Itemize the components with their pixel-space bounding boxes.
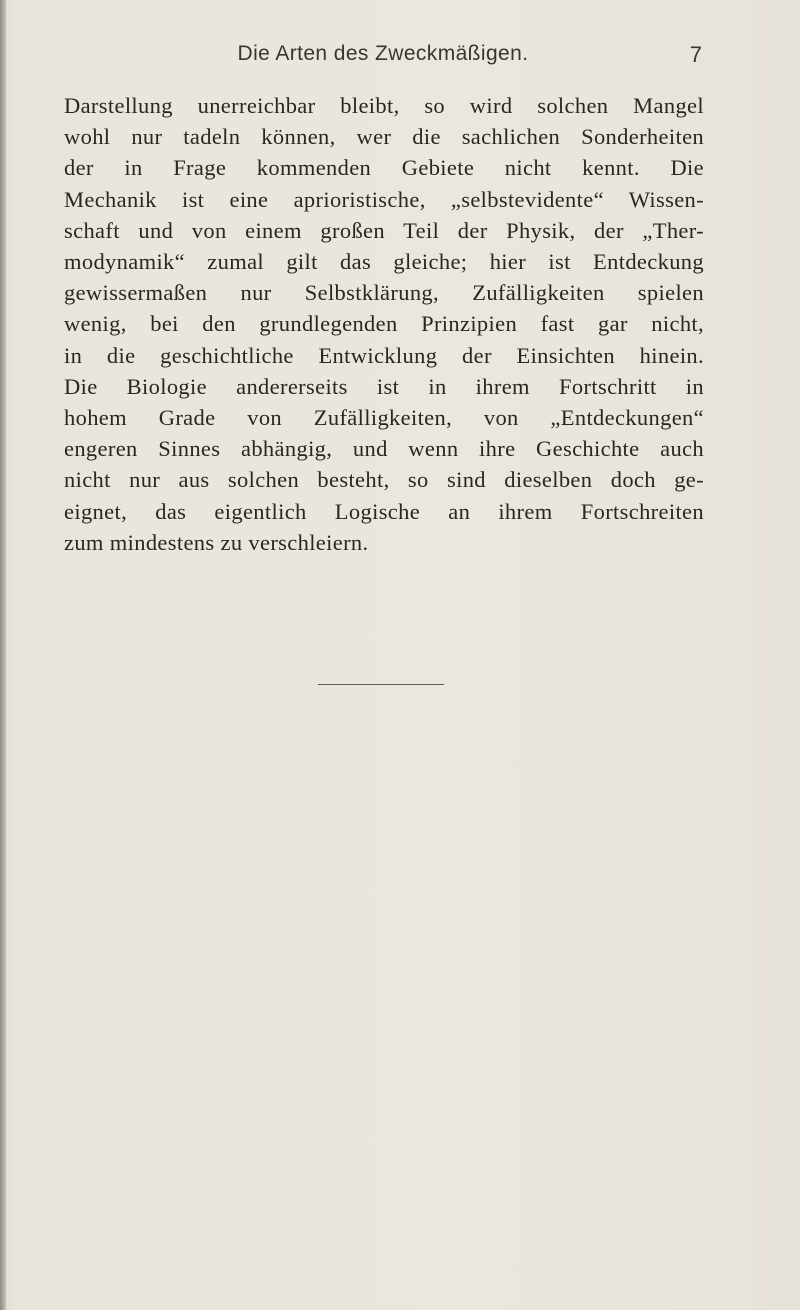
text-line: der in Frage kommenden Gebiete nicht kennt. Die	[64, 155, 704, 181]
text-line: wenig, bei den grundlegenden Prinzipien fast gar nicht,	[64, 311, 704, 337]
section-divider-rule	[318, 684, 444, 685]
text-line: zum mindestens zu verschleiern.	[64, 529, 369, 555]
text-line: Mechanik ist eine aprioristische, „selbstevidente“ Wissen-	[64, 186, 704, 212]
text-line: Die Biologie andererseits ist in ihrem Fortschritt in	[64, 373, 704, 399]
text-line: engeren Sinnes abhängig, und wenn ihre Geschichte auch	[64, 436, 704, 462]
text-line: wohl nur tadeln können, wer die sachlichen Sonderheiten	[64, 124, 704, 150]
text-line: hohem Grade von Zufälligkeiten, von „Entdeckungen“	[64, 405, 704, 431]
text-line: schaft und von einem großen Teil der Physik, der „Ther-	[64, 217, 704, 243]
running-head	[64, 42, 702, 76]
page-binding-edge	[0, 0, 6, 1310]
running-title: Die Arten des Zweckmäßigen.	[237, 42, 529, 65]
text-line: gewissermaßen nur Selbstklärung, Zufälligkeiten spielen	[64, 280, 704, 306]
text-line: Darstellung unerreichbar bleibt, so wird solchen Mangel	[64, 93, 704, 118]
body-paragraph	[64, 90, 704, 558]
text-line: eignet, das eigentlich Logische an ihrem Fortschreiten	[64, 498, 704, 524]
text-line: in die geschichtliche Entwicklung der Einsichten hinein.	[64, 342, 704, 368]
text-line: nicht nur aus solchen besteht, so sind dieselben doch ge-	[64, 467, 704, 493]
page-number: 7	[689, 42, 702, 67]
text-line: modynamik“ zumal gilt das gleiche; hier ist Entdeckung	[64, 249, 704, 275]
